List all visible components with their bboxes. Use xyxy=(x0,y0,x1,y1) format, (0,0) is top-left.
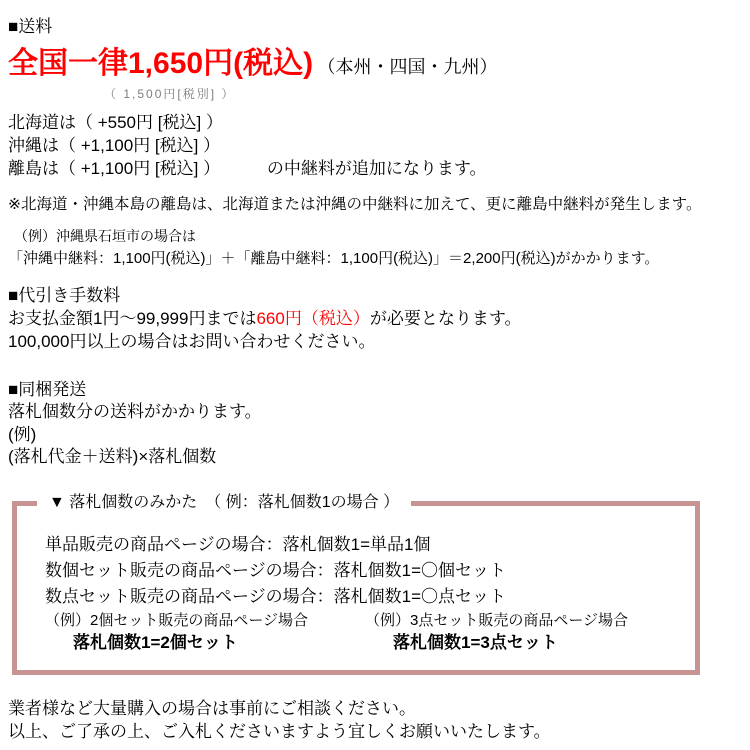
cod-fee-section xyxy=(8,285,750,353)
surcharge-suffix: の中継料が追加になります。 xyxy=(266,159,487,178)
bid-count-example-1 xyxy=(45,610,365,655)
bid-count-rule-piece-set: 数個セット販売の商品ページの場合：落札個数1=〇個セット xyxy=(45,560,507,580)
cod-fee-amount: 660円（税込） xyxy=(256,309,370,328)
shipping-surcharges xyxy=(8,111,750,180)
shipping-price-main: 全国一律1,650円(税込) xyxy=(8,47,314,80)
surcharge-islands: 離島は（ +1,100円 [税込] ） xyxy=(8,159,221,178)
cod-fee-line1-pre: お支払金額1円～99,999円までは xyxy=(8,309,257,328)
shipping-example-intro: （例）沖縄県石垣市の場合は xyxy=(14,228,196,244)
shipping-price-excl-tax: （ 1,500円[税別] ） xyxy=(104,87,236,101)
bundle-section xyxy=(8,379,750,469)
shipping-price-region: （本州・四国・九州） xyxy=(317,57,498,77)
bid-count-box-legend: ▼ 落札個数のみかた （ 例：落札個数1の場合 ） xyxy=(37,492,411,514)
cod-fee-heading: ■代引き手数料 xyxy=(8,286,121,305)
surcharge-okinawa: 沖縄は（ +1,100円 [税込] ） xyxy=(8,136,221,155)
bid-count-examples xyxy=(45,610,685,655)
bid-count-example-1-label: （例）2個セット販売の商品ページ場合 xyxy=(45,611,309,629)
shipping-heading: ■送料 xyxy=(8,17,53,36)
bid-count-rule-item-set: 数点セット販売の商品ページの場合：落札個数1=〇点セット xyxy=(45,586,507,606)
shipping-price-line xyxy=(8,46,750,87)
footer-notes xyxy=(8,697,750,743)
bid-count-example-2-label: （例）3点セット販売の商品ページ場合 xyxy=(365,611,629,629)
bundle-line2: (例) xyxy=(8,424,37,444)
bid-count-example-2-result: 落札個数1=3点セット xyxy=(393,632,558,652)
bundle-line3: (落札代金＋送料)×落札個数 xyxy=(8,447,217,466)
cod-fee-line1-post: が必要となります。 xyxy=(369,309,522,328)
shipping-example-detail: 「沖縄中継料：1,100円(税込)」＋「離島中継料：1,100円(税込)」＝2,200円(税込)がかかります。 xyxy=(8,250,660,267)
surcharge-islands-line xyxy=(8,157,750,180)
footer-line2: 以上、ご了承の上、ご入札くださいますよう宜しくお願いいたします。 xyxy=(8,721,551,741)
cod-fee-line2: 100,000円以上の場合はお問い合わせください。 xyxy=(8,332,376,351)
footer-line1: 業者様など大量購入の場合は事前にご相談ください。 xyxy=(8,698,416,718)
cod-fee-line1 xyxy=(8,307,750,330)
bid-count-example-1-result: 落札個数1=2個セット xyxy=(73,632,238,652)
bundle-heading: ■同梱発送 xyxy=(8,380,87,399)
bid-count-example-2 xyxy=(365,610,685,655)
surcharge-hokkaido: 北海道は（ +550円 [税込] ） xyxy=(8,113,223,132)
bundle-line1: 落札個数分の送料がかかります。 xyxy=(8,402,262,421)
shipping-note: ※北海道・沖縄本島の離島は、北海道または沖縄の中継料に加えて、更に離島中継料が発生します。 xyxy=(8,196,702,213)
shipping-section xyxy=(8,16,750,269)
bid-count-box xyxy=(12,493,700,675)
bid-count-rule-single: 単品販売の商品ページの場合：落札個数1=単品1個 xyxy=(45,534,431,554)
